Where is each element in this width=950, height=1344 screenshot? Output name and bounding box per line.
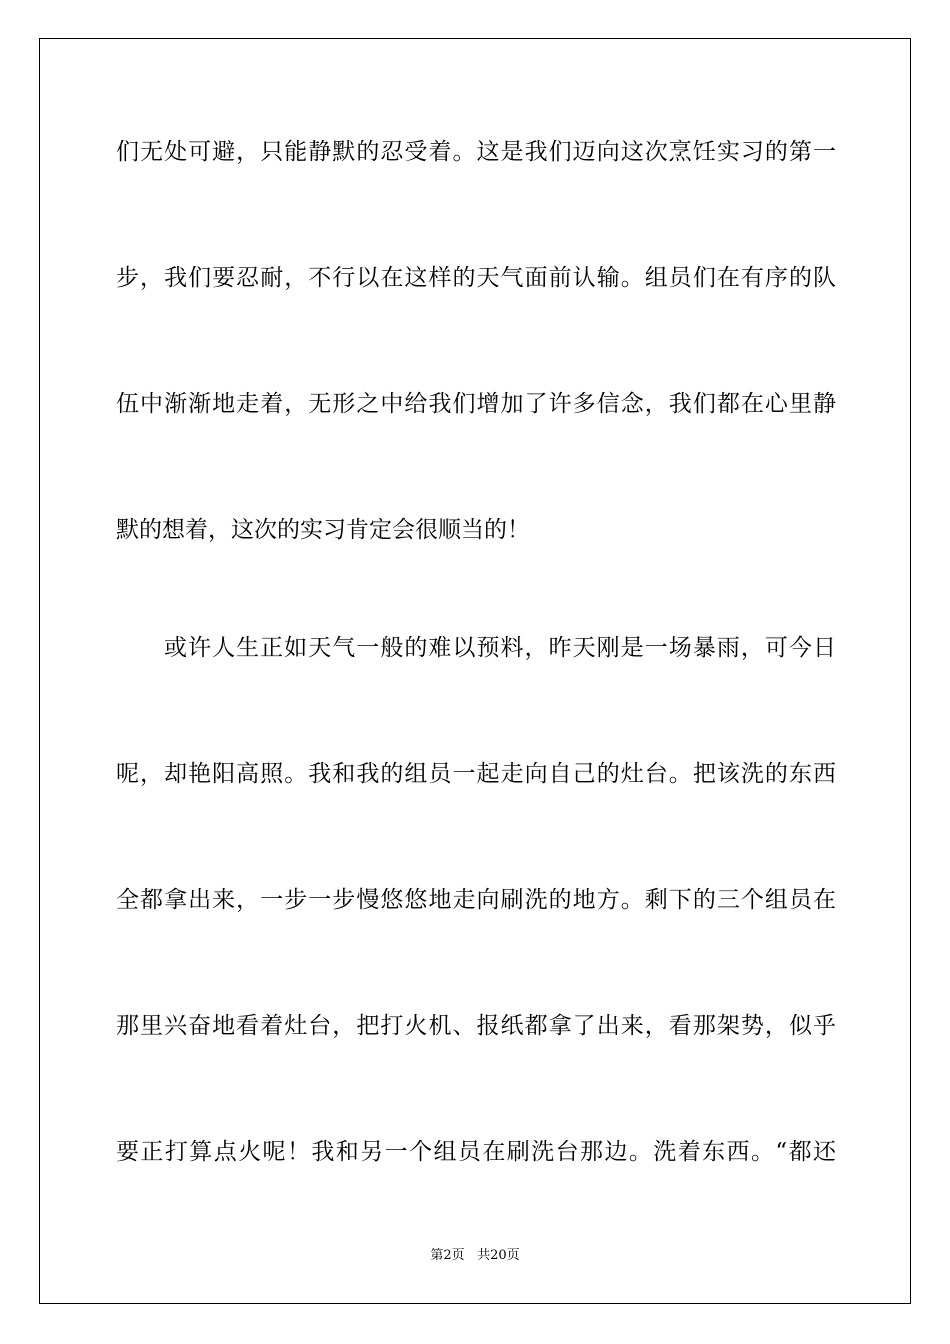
page-total: 共20页: [477, 1248, 520, 1263]
text-line: 全都拿出来，一步一步慢悠悠地走向刷洗的地方。剩下的三个组员在: [116, 887, 836, 913]
page-number: 第2页: [430, 1248, 465, 1263]
text-line: 们无处可避，只能静默的忍受着。这是我们迈向这次烹饪实习的第一: [116, 139, 836, 165]
text-line: 伍中渐渐地走着，无形之中给我们增加了许多信念，我们都在心里静: [116, 391, 836, 417]
text-line: 呢，却艳阳高照。我和我的组员一起走向自己的灶台。把该洗的东西: [116, 761, 836, 787]
text-line: 默的想着，这次的实习肯定会很顺当的！: [116, 517, 530, 543]
page-footer: [0, 1247, 950, 1265]
page-border: [39, 38, 911, 1304]
text-line: 步，我们要忍耐，不行以在这样的天气面前认输。组员们在有序的队: [116, 265, 836, 291]
text-line: 那里兴奋地看着灶台，把打火机、报纸都拿了出来，看那架势，似乎: [116, 1013, 836, 1039]
text-line: 要正打算点火呢！我和另一个组员在刷洗台那边。洗着东西。“都还: [116, 1139, 836, 1165]
paragraph-first-line: 或许人生正如天气一般的难以预料，昨天刚是一场暴雨，可今日: [164, 635, 836, 661]
